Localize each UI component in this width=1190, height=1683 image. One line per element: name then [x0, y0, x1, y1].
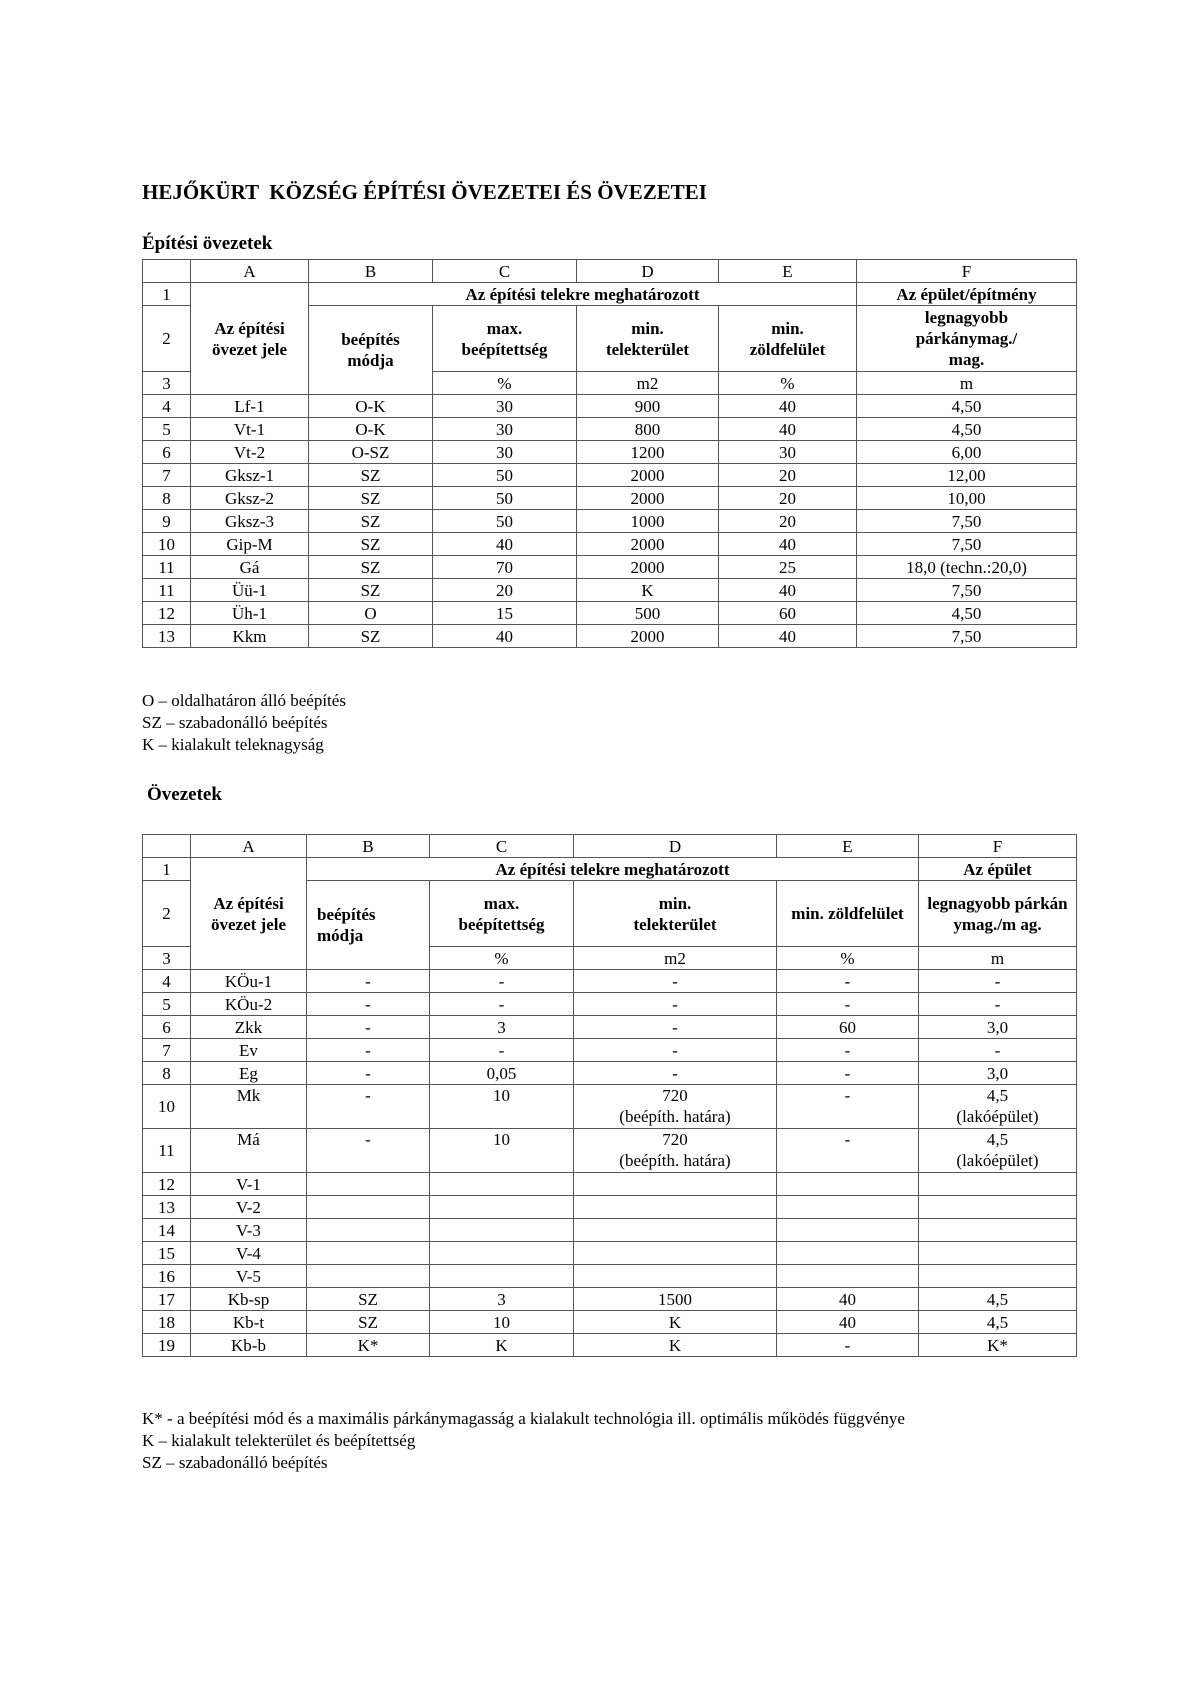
min-plot-area-cell: 900 [577, 395, 719, 418]
table-row [143, 1173, 1077, 1196]
building-mode-cell: - [307, 1129, 430, 1173]
max-height-cell: 4,50 [857, 418, 1077, 441]
zone-code-cell: Eg [191, 1062, 307, 1085]
min-plot-area-cell: 1000 [577, 510, 719, 533]
unit-d: m2 [574, 947, 777, 970]
zone-code-cell: V-4 [191, 1242, 307, 1265]
min-green-area-cell [777, 1173, 919, 1196]
max-height-cell [919, 1219, 1077, 1242]
min-plot-area-cell [574, 1242, 777, 1265]
ovezetek-table [142, 834, 1077, 1357]
col-letter-e: E [719, 260, 857, 283]
max-height-cell: - [919, 1039, 1077, 1062]
unit-f: m [857, 372, 1077, 395]
row-number-cell: 5 [143, 418, 191, 441]
corner-cell [143, 835, 191, 858]
row-number-cell: 14 [143, 1219, 191, 1242]
building-mode-cell: SZ [307, 1311, 430, 1334]
table-row [143, 418, 1077, 441]
max-height-cell [919, 1265, 1077, 1288]
building-mode-cell: SZ [309, 533, 433, 556]
row-number-cell: 4 [143, 395, 191, 418]
max-height-cell: 12,00 [857, 464, 1077, 487]
zone-code-cell: Mk [191, 1085, 307, 1129]
section-title-epitesi-ovezetek: Építési övezetek [142, 233, 273, 254]
min-plot-area-cell: K [577, 579, 719, 602]
legend-item: K* - a beépítési mód és a maximális párkánymagasság a kialakult technológia ill. optimális működés függvénye [142, 1409, 905, 1428]
table-row [143, 464, 1077, 487]
min-plot-area-cell: 2000 [577, 464, 719, 487]
building-mode-cell: - [307, 1016, 430, 1039]
row-number-cell: 8 [143, 487, 191, 510]
row-number: 3 [143, 947, 191, 970]
header-ovezet-jele: Az építési övezet jele [191, 858, 307, 970]
building-mode-cell: - [307, 1062, 430, 1085]
max-height-cell [919, 1085, 1077, 1129]
header-epulet: Az épület/építmény [857, 283, 1077, 306]
min-green-area-cell: 40 [719, 395, 857, 418]
zone-code-cell: Kb-sp [191, 1288, 307, 1311]
row-number-cell: 6 [143, 441, 191, 464]
building-mode-cell: O-SZ [309, 441, 433, 464]
max-coverage-cell: 20 [433, 579, 577, 602]
row-number-cell: 11 [143, 556, 191, 579]
building-mode-cell [307, 1265, 430, 1288]
max-height-cell [919, 1242, 1077, 1265]
zone-code-cell: Üh-1 [191, 602, 309, 625]
table-row [143, 1219, 1077, 1242]
header-min-telekterulet: min. telekterület [577, 306, 719, 372]
table-row [143, 1288, 1077, 1311]
min-plot-area-cell: - [574, 1016, 777, 1039]
row-number-cell: 15 [143, 1242, 191, 1265]
table-row [143, 510, 1077, 533]
zone-code-cell: Vt-2 [191, 441, 309, 464]
zone-code-cell: Üü-1 [191, 579, 309, 602]
max-coverage-cell: - [430, 993, 574, 1016]
row-number-cell: 12 [143, 1173, 191, 1196]
building-mode-cell: - [307, 1039, 430, 1062]
min-green-area-cell [777, 1219, 919, 1242]
table-row-tall [143, 1129, 1077, 1173]
min-plot-area-cell: K [574, 1334, 777, 1357]
min-plot-area-cell: - [574, 1062, 777, 1085]
row-number-cell: 4 [143, 970, 191, 993]
zone-code-cell: Má [191, 1129, 307, 1173]
column-letter-row [143, 835, 1077, 858]
page-title: HEJŐKÜRT KÖZSÉG ÉPÍTÉSI ÖVEZETEI ÉS ÖVEZETEI [142, 180, 707, 204]
min-green-area-cell: 20 [719, 464, 857, 487]
min-green-area-cell [777, 1196, 919, 1219]
max-height-cell: 18,0 (techn.:20,0) [857, 556, 1077, 579]
table-row [143, 1311, 1077, 1334]
row-number-cell: 17 [143, 1288, 191, 1311]
zone-code-cell: Vt-1 [191, 418, 309, 441]
row-number-cell: 10 [143, 1085, 191, 1129]
legend-item: O – oldalhatáron álló beépítés [142, 691, 346, 710]
row-number-cell: 12 [143, 602, 191, 625]
header-epulet: Az épület [919, 858, 1077, 881]
legend-item: K – kialakult teleknagyság [142, 735, 324, 754]
col-letter-c: C [433, 260, 577, 283]
zone-code-cell: V-2 [191, 1196, 307, 1219]
max-height-cell: 7,50 [857, 533, 1077, 556]
corner-cell [143, 260, 191, 283]
header-beepites-modja: beépítés módja [307, 881, 430, 970]
max-height-cell: 4,50 [857, 395, 1077, 418]
max-coverage-cell: 50 [433, 487, 577, 510]
min-green-area-cell: 40 [719, 579, 857, 602]
row-number: 2 [143, 881, 191, 947]
header-max-beepitettseg: max. beépítettség [430, 881, 574, 947]
max-coverage-cell: 30 [433, 418, 577, 441]
plot-area-value: 720 [662, 1130, 688, 1149]
max-height-cell: 7,50 [857, 510, 1077, 533]
min-plot-area-cell: - [574, 1039, 777, 1062]
building-mode-cell: O [309, 602, 433, 625]
building-mode-cell: SZ [307, 1288, 430, 1311]
row-number-cell: 9 [143, 510, 191, 533]
height-note: (lakóépület) [956, 1151, 1039, 1170]
table-row [143, 1039, 1077, 1062]
max-coverage-cell: 3 [430, 1016, 574, 1039]
plot-area-note: (beépíth. határa) [619, 1107, 731, 1126]
building-mode-cell [307, 1219, 430, 1242]
legend-epitesi-ovezetek [142, 690, 346, 756]
table-row [143, 556, 1077, 579]
table-row [143, 533, 1077, 556]
min-green-area-cell: 25 [719, 556, 857, 579]
min-plot-area-cell [574, 1265, 777, 1288]
zone-code-cell: Gá [191, 556, 309, 579]
section-title-ovezetek: Övezetek [147, 784, 222, 805]
max-coverage-cell: 10 [430, 1311, 574, 1334]
col-letter-d: D [577, 260, 719, 283]
height-note: (lakóépület) [956, 1107, 1039, 1126]
table-row-tall [143, 1085, 1077, 1129]
max-coverage-cell [430, 1196, 574, 1219]
max-coverage-cell [430, 1242, 574, 1265]
building-mode-cell [307, 1173, 430, 1196]
min-plot-area-cell: - [574, 970, 777, 993]
min-plot-area-cell: 800 [577, 418, 719, 441]
min-green-area-cell: - [777, 970, 919, 993]
max-height-cell [919, 1129, 1077, 1173]
building-mode-cell: O-K [309, 395, 433, 418]
max-coverage-cell: 10 [430, 1085, 574, 1129]
unit-c: % [430, 947, 574, 970]
max-coverage-cell [430, 1173, 574, 1196]
building-mode-cell: O-K [309, 418, 433, 441]
max-height-cell: - [919, 970, 1077, 993]
max-coverage-cell: 30 [433, 395, 577, 418]
header-max-beepitettseg: max. beépítettség [433, 306, 577, 372]
max-height-cell: 3,0 [919, 1062, 1077, 1085]
row-number: 1 [143, 283, 191, 306]
table-row [143, 625, 1077, 648]
min-plot-area-cell: 2000 [577, 556, 719, 579]
height-value: 4,5 [986, 1130, 1009, 1149]
col-letter-a: A [191, 260, 309, 283]
row-number-cell: 11 [143, 1129, 191, 1173]
table-row [143, 602, 1077, 625]
max-coverage-cell: 40 [433, 533, 577, 556]
col-letter-c: C [430, 835, 574, 858]
max-coverage-cell [430, 1219, 574, 1242]
col-letter-f: F [857, 260, 1077, 283]
header-parkanymag: legnagyobb párkánymag./ mag. [857, 306, 1077, 372]
building-mode-cell: - [307, 993, 430, 1016]
max-height-cell: 7,50 [857, 625, 1077, 648]
unit-f: m [919, 947, 1077, 970]
max-coverage-cell: 0,05 [430, 1062, 574, 1085]
plot-area-value: 720 [662, 1086, 688, 1105]
min-green-area-cell: 40 [777, 1288, 919, 1311]
unit-c: % [433, 372, 577, 395]
row-number-cell: 5 [143, 993, 191, 1016]
row-number: 2 [143, 306, 191, 372]
row-number-cell: 7 [143, 1039, 191, 1062]
min-plot-area-cell [574, 1129, 777, 1173]
min-green-area-cell: 60 [777, 1016, 919, 1039]
zone-code-cell: Ev [191, 1039, 307, 1062]
min-green-area-cell [777, 1242, 919, 1265]
building-mode-cell: SZ [309, 625, 433, 648]
row-number-cell: 11 [143, 579, 191, 602]
max-height-cell [919, 1196, 1077, 1219]
max-height-cell [919, 1173, 1077, 1196]
table-row [143, 1242, 1077, 1265]
row-number-cell: 6 [143, 1016, 191, 1039]
row-number-cell: 8 [143, 1062, 191, 1085]
zone-code-cell: V-1 [191, 1173, 307, 1196]
building-mode-cell: SZ [309, 487, 433, 510]
min-green-area-cell: 60 [719, 602, 857, 625]
max-coverage-cell: 15 [433, 602, 577, 625]
max-coverage-cell: 40 [433, 625, 577, 648]
building-mode-cell: SZ [309, 579, 433, 602]
row-number-cell: 13 [143, 1196, 191, 1219]
table-row [143, 1016, 1077, 1039]
min-green-area-cell: - [777, 1085, 919, 1129]
min-green-area-cell: - [777, 1062, 919, 1085]
col-letter-b: B [309, 260, 433, 283]
row-number-cell: 10 [143, 533, 191, 556]
row-number: 3 [143, 372, 191, 395]
max-height-cell: 10,00 [857, 487, 1077, 510]
zone-code-cell: Lf-1 [191, 395, 309, 418]
legend-item: SZ – szabadonálló beépítés [142, 713, 328, 732]
plot-area-note: (beépíth. határa) [619, 1151, 731, 1170]
max-coverage-cell: 50 [433, 464, 577, 487]
max-coverage-cell: 70 [433, 556, 577, 579]
col-letter-f: F [919, 835, 1077, 858]
table-row [143, 1062, 1077, 1085]
min-green-area-cell: 20 [719, 487, 857, 510]
row-number-cell: 19 [143, 1334, 191, 1357]
min-plot-area-cell: - [574, 993, 777, 1016]
min-plot-area-cell: 2000 [577, 533, 719, 556]
building-mode-cell [307, 1242, 430, 1265]
unit-e: % [777, 947, 919, 970]
header-group-telekre: Az építési telekre meghatározott [309, 283, 857, 306]
zone-code-cell: Gksz-2 [191, 487, 309, 510]
max-height-cell: 4,50 [857, 602, 1077, 625]
min-green-area-cell: - [777, 1039, 919, 1062]
epitesi-ovezetek-table [142, 259, 1077, 648]
max-height-cell: 4,5 [919, 1288, 1077, 1311]
min-plot-area-cell: 1200 [577, 441, 719, 464]
min-plot-area-cell [574, 1085, 777, 1129]
min-green-area-cell: - [777, 1334, 919, 1357]
min-green-area-cell: 40 [719, 625, 857, 648]
zone-code-cell: Gksz-3 [191, 510, 309, 533]
min-green-area-cell: 30 [719, 441, 857, 464]
min-plot-area-cell [574, 1219, 777, 1242]
row-number-cell: 13 [143, 625, 191, 648]
legend-item: SZ – szabadonálló beépítés [142, 1453, 328, 1472]
header-min-zoldfelulet: min. zöldfelület [719, 306, 857, 372]
min-plot-area-cell [574, 1173, 777, 1196]
min-green-area-cell: - [777, 1129, 919, 1173]
min-plot-area-cell: 2000 [577, 625, 719, 648]
zone-code-cell: V-5 [191, 1265, 307, 1288]
unit-e: % [719, 372, 857, 395]
row-number-cell: 16 [143, 1265, 191, 1288]
table-row [143, 1196, 1077, 1219]
row-number: 1 [143, 858, 191, 881]
building-mode-cell: - [307, 970, 430, 993]
zone-code-cell: KÖu-2 [191, 993, 307, 1016]
building-mode-cell: SZ [309, 556, 433, 579]
max-coverage-cell [430, 1265, 574, 1288]
building-mode-cell: K* [307, 1334, 430, 1357]
min-green-area-cell: 40 [719, 533, 857, 556]
zone-code-cell: Gip-M [191, 533, 309, 556]
max-coverage-cell: - [430, 970, 574, 993]
table-row [143, 579, 1077, 602]
zone-code-cell: Kb-b [191, 1334, 307, 1357]
table-row [143, 487, 1077, 510]
table-row [143, 441, 1077, 464]
min-plot-area-cell: 2000 [577, 487, 719, 510]
min-plot-area-cell [574, 1196, 777, 1219]
max-height-cell: K* [919, 1334, 1077, 1357]
table-row [143, 1265, 1077, 1288]
table-row [143, 993, 1077, 1016]
legend-item: K – kialakult telekterület és beépítettség [142, 1431, 416, 1450]
min-plot-area-cell: 1500 [574, 1288, 777, 1311]
header-group-telekre: Az építési telekre meghatározott [307, 858, 919, 881]
max-height-cell: - [919, 993, 1077, 1016]
zone-code-cell: Zkk [191, 1016, 307, 1039]
max-height-cell: 6,00 [857, 441, 1077, 464]
min-plot-area-cell: K [574, 1311, 777, 1334]
min-green-area-cell: 40 [777, 1311, 919, 1334]
row-number-cell: 7 [143, 464, 191, 487]
height-value: 4,5 [986, 1086, 1009, 1105]
header-ovezet-jele: Az építési övezet jele [191, 283, 309, 395]
max-height-cell: 3,0 [919, 1016, 1077, 1039]
min-green-area-cell: - [777, 993, 919, 1016]
min-green-area-cell [777, 1265, 919, 1288]
zone-code-cell: V-3 [191, 1219, 307, 1242]
zone-code-cell: Gksz-1 [191, 464, 309, 487]
max-coverage-cell: 3 [430, 1288, 574, 1311]
table-row [143, 970, 1077, 993]
zone-code-cell: Kb-t [191, 1311, 307, 1334]
max-height-cell: 4,5 [919, 1311, 1077, 1334]
col-letter-b: B [307, 835, 430, 858]
building-mode-cell: SZ [309, 464, 433, 487]
legend-ovezetek [142, 1408, 905, 1474]
col-letter-a: A [191, 835, 307, 858]
max-coverage-cell: K [430, 1334, 574, 1357]
row-number-cell: 18 [143, 1311, 191, 1334]
header-row-1 [143, 858, 1077, 881]
table-row [143, 395, 1077, 418]
max-height-cell: 7,50 [857, 579, 1077, 602]
building-mode-cell [307, 1196, 430, 1219]
header-min-zoldfelulet: min. zöldfelület [777, 881, 919, 947]
max-coverage-cell: - [430, 1039, 574, 1062]
col-letter-e: E [777, 835, 919, 858]
header-beepites-modja: beépítés módja [309, 306, 433, 395]
table-row [143, 1334, 1077, 1357]
min-plot-area-cell: 500 [577, 602, 719, 625]
max-coverage-cell: 30 [433, 441, 577, 464]
header-parkanymag: legnagyobb párkánymag./m ag. [919, 881, 1077, 947]
min-green-area-cell: 40 [719, 418, 857, 441]
unit-d: m2 [577, 372, 719, 395]
building-mode-cell: SZ [309, 510, 433, 533]
max-coverage-cell: 50 [433, 510, 577, 533]
building-mode-cell: - [307, 1085, 430, 1129]
max-coverage-cell: 10 [430, 1129, 574, 1173]
zone-code-cell: KÖu-1 [191, 970, 307, 993]
zone-code-cell: Kkm [191, 625, 309, 648]
col-letter-d: D [574, 835, 777, 858]
column-letter-row [143, 260, 1077, 283]
header-row-1 [143, 283, 1077, 306]
min-green-area-cell: 20 [719, 510, 857, 533]
header-min-telekterulet: min. telekterület [574, 881, 777, 947]
